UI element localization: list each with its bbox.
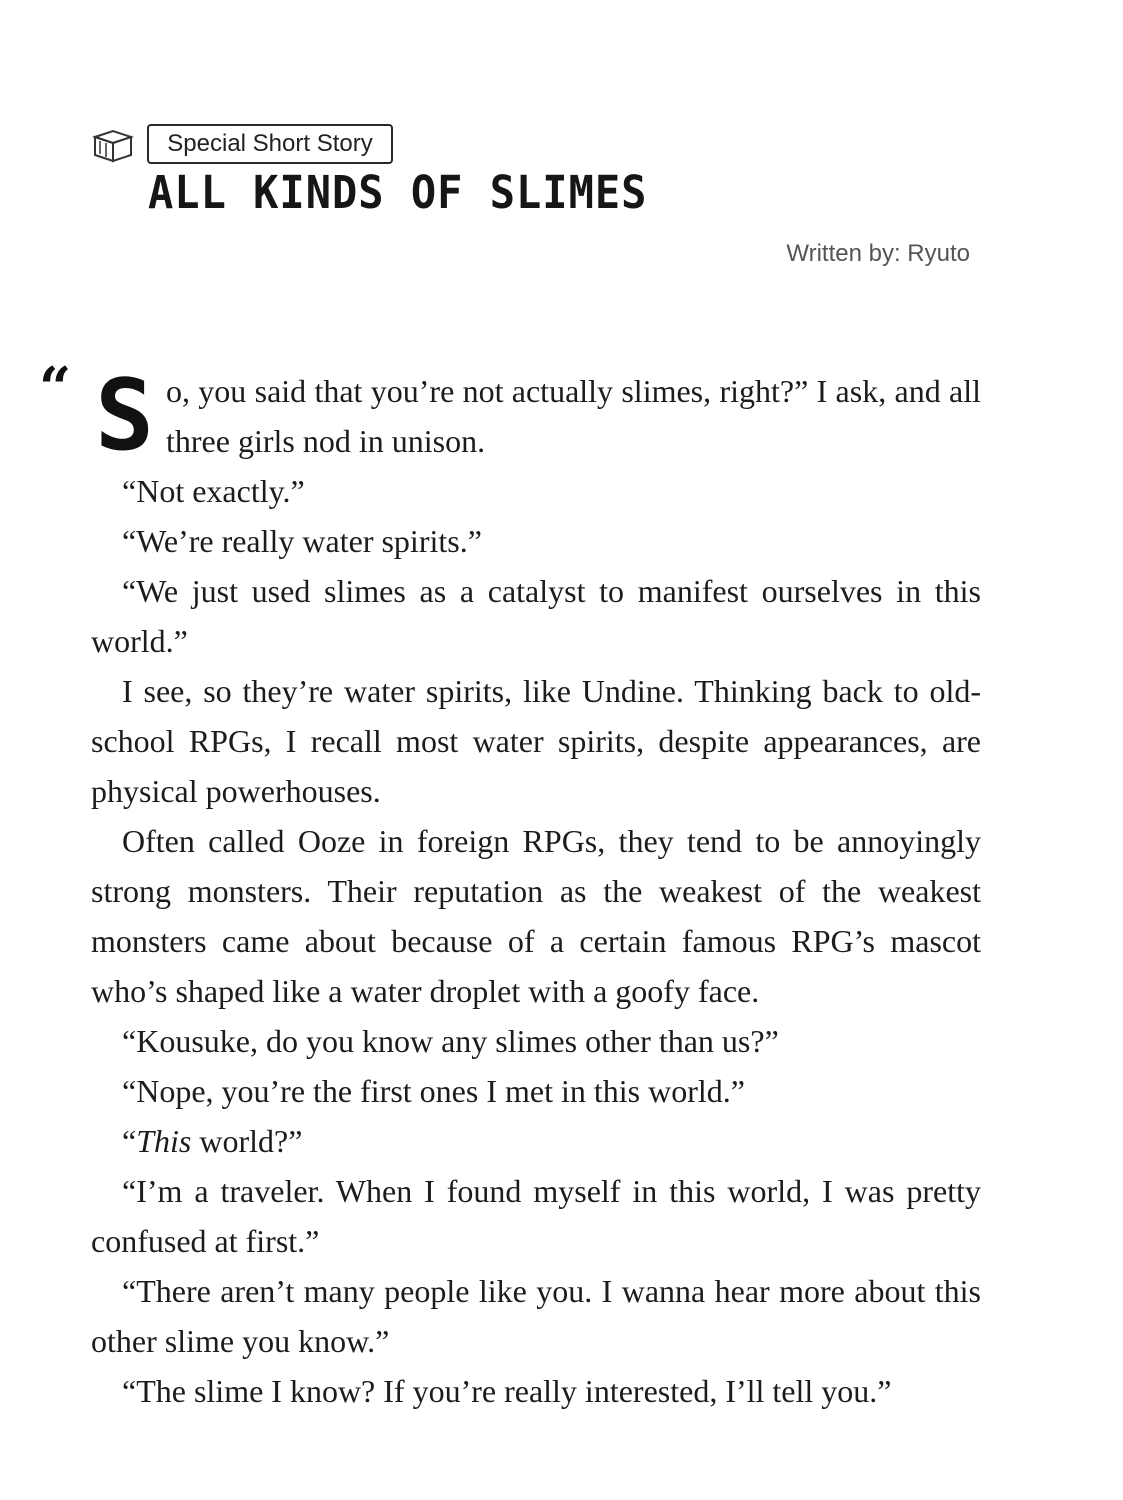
paragraph: “Not exactly.” bbox=[122, 473, 305, 509]
story-body bbox=[39, 355, 981, 1416]
paragraph: I see, so they’re water spirits, like Undine. Thinking back to old-school RPGs, I recall most water spirits, despite appearances, are physical powerhouses. bbox=[91, 673, 981, 809]
paragraph: “The slime I know? If you’re really interested, I’ll tell you.” bbox=[122, 1373, 892, 1409]
box-icon bbox=[92, 129, 134, 163]
paragraph-text: world?” bbox=[191, 1123, 303, 1159]
drop-cap: S bbox=[95, 359, 155, 473]
paragraph: Often called Ooze in foreign RPGs, they tend to be annoyingly strong monsters. Their reputation as the weakest of the weakest monsters came about because of a certain famous RPG’s mascot who’s shaped like a water droplet with a goofy face. bbox=[91, 823, 981, 1009]
paragraph: “Kousuke, do you know any slimes other than us?” bbox=[122, 1023, 779, 1059]
paragraph-text: o, you said that you’re not actually slimes, right?” I ask, and all three girls nod in unison. bbox=[166, 373, 981, 459]
quote-mark: “ bbox=[122, 1123, 137, 1159]
paragraph: “Nope, you’re the first ones I met in this world.” bbox=[122, 1073, 745, 1109]
author-byline: Written by: Ryuto bbox=[786, 240, 970, 267]
paragraph: “We just used slimes as a catalyst to manifest ourselves in this world.” bbox=[91, 573, 981, 659]
paragraph: “I’m a traveler. When I found myself in this world, I was pretty confused at first.” bbox=[91, 1173, 981, 1259]
opening-quote-mark: “ bbox=[39, 355, 72, 421]
paragraph bbox=[39, 355, 981, 473]
paragraph: “We’re really water spirits.” bbox=[122, 523, 482, 559]
special-short-story-tag: Special Short Story bbox=[147, 124, 393, 164]
italic-text: This bbox=[136, 1123, 192, 1159]
paragraph bbox=[91, 1116, 981, 1166]
paragraph: “There aren’t many people like you. I wanna hear more about this other slime you know.” bbox=[91, 1273, 981, 1359]
story-title: ALL KINDS OF SLIMES bbox=[148, 166, 648, 219]
